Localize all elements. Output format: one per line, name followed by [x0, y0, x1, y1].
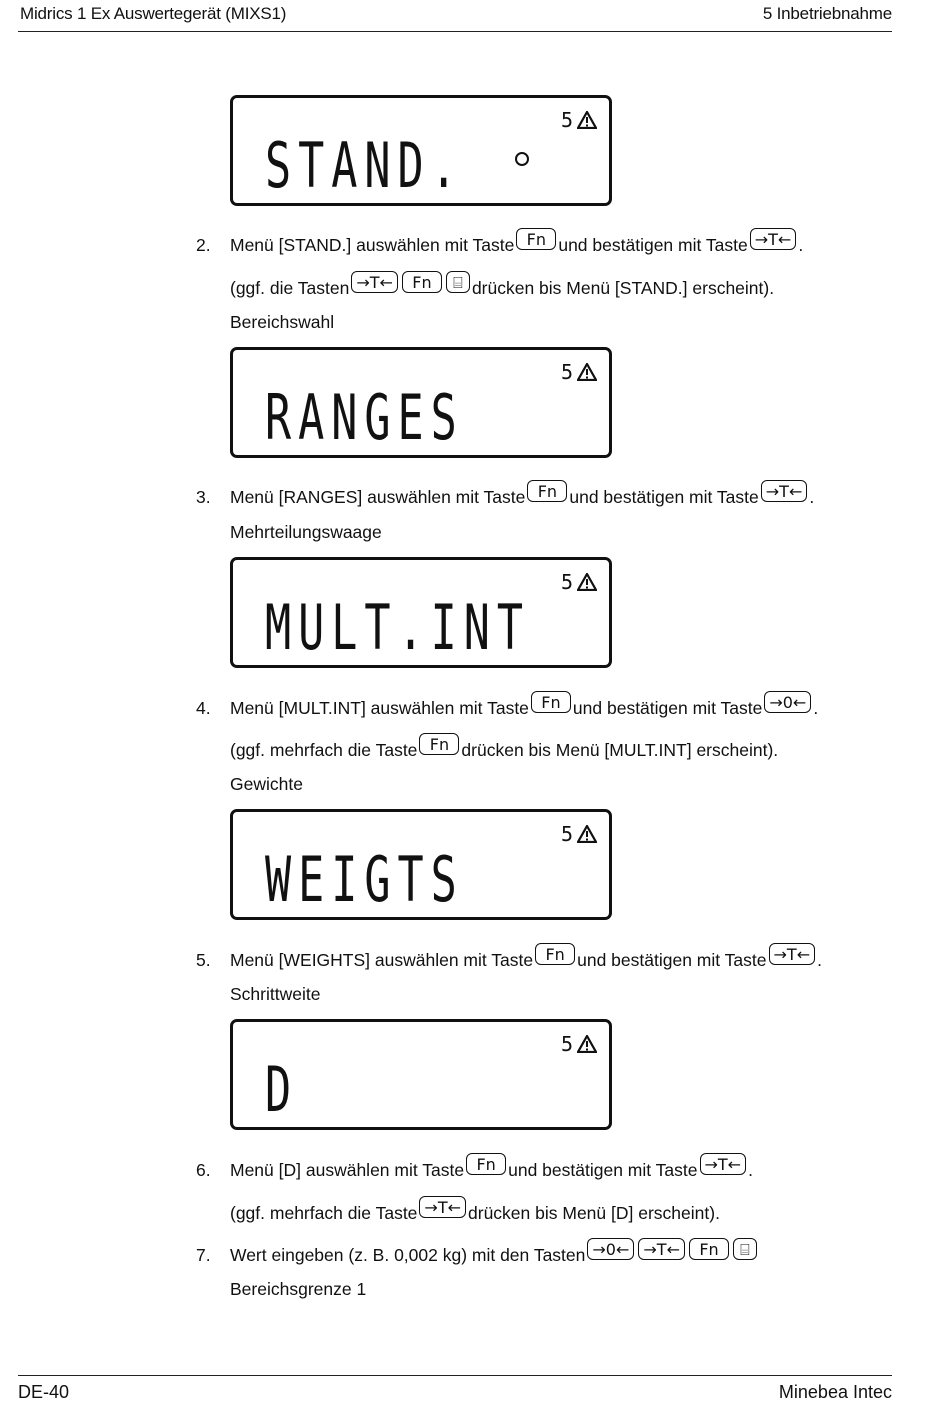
print-key-icon: ⌸ — [446, 271, 470, 293]
subheading-bereichswahl: Bereichswahl — [230, 312, 335, 332]
tare-key-icon: →T← — [351, 271, 398, 293]
lcd-indicator — [561, 570, 597, 594]
note-text: (ggf. die Tasten — [230, 277, 350, 298]
tare-key-icon: →T← — [761, 480, 808, 502]
step-text: Menü [MULT.INT] auswählen mit Taste — [230, 697, 529, 718]
fn-key-icon: Fn — [466, 1153, 506, 1175]
step-number: 6. — [196, 1159, 211, 1180]
step-text: . — [798, 234, 804, 255]
step-text: . — [817, 949, 822, 970]
lcd-indicator — [561, 1032, 597, 1056]
lcd-indicator-number: 5 — [560, 1032, 573, 1056]
warning-triangle-icon — [577, 573, 597, 591]
step-text: Menü [RANGES] auswählen mit Taste — [230, 486, 526, 507]
step-text: und bestätigen mit Taste — [577, 949, 767, 970]
fn-key-icon: Fn — [402, 271, 442, 293]
lcd-display-ranges — [230, 347, 612, 458]
step-number: 4. — [196, 697, 211, 718]
header-title: Midrics 1 Ex Auswertegerät (MIXS1) — [20, 4, 287, 23]
step-text: . — [748, 1159, 753, 1180]
step-text: Menü [D] auswählen mit Taste — [230, 1159, 465, 1180]
step-text: . — [809, 486, 815, 507]
step-text: . — [813, 697, 819, 718]
stability-dot-icon — [515, 152, 529, 166]
step-number: 3. — [196, 486, 211, 507]
lcd-display-d — [230, 1019, 612, 1130]
tare-key-icon: →T← — [419, 1196, 466, 1218]
tare-key-icon: →T← — [638, 1238, 685, 1260]
fn-key-icon: Fn — [527, 480, 567, 502]
step-3 — [196, 482, 815, 508]
step-7 — [196, 1240, 759, 1266]
tare-key-icon: →T← — [769, 943, 816, 965]
zero-key-icon: →0← — [764, 691, 811, 713]
fn-key-icon: Fn — [516, 228, 556, 250]
subheading-bereichsgrenze-1: Bereichsgrenze 1 — [230, 1279, 367, 1299]
lcd-display-stand — [230, 95, 612, 206]
step-text: und bestätigen mit Taste — [572, 697, 763, 718]
lcd-text: RANGES — [265, 381, 464, 454]
fn-key-icon: Fn — [535, 943, 575, 965]
step-6 — [196, 1155, 753, 1181]
header-section: 5 Inbetriebnahme — [762, 4, 892, 23]
tare-key-icon: →T← — [700, 1153, 747, 1175]
fn-key-icon: Fn — [689, 1238, 729, 1260]
lcd-text: MULT.INT — [265, 591, 531, 664]
page-number: DE-40 — [18, 1382, 70, 1402]
step-text: Wert eingeben (z. B. 0,002 kg) mit den Tasten — [230, 1244, 586, 1265]
step-number: 5. — [196, 949, 211, 970]
print-key-icon: ⌸ — [733, 1238, 757, 1260]
note-text: (ggf. mehrfach die Taste — [230, 1202, 418, 1223]
lcd-text: WEIGTS — [265, 843, 464, 916]
lcd-indicator — [561, 822, 597, 846]
fn-key-icon: Fn — [531, 691, 571, 713]
lcd-text: STAND. — [265, 129, 464, 202]
step-text: Menü [WEIGHTS] auswählen mit Taste — [230, 949, 534, 970]
note-text: drücken bis Menü [MULT.INT] erscheint). — [461, 739, 779, 760]
lcd-indicator — [561, 108, 597, 132]
step-6-note — [230, 1198, 720, 1224]
note-text: drücken bis Menü [D] erscheint). — [468, 1202, 720, 1223]
step-text: Menü [STAND.] auswählen mit Taste — [230, 234, 515, 255]
tare-key-icon: →T← — [750, 228, 797, 250]
step-text: und bestätigen mit Taste — [508, 1159, 698, 1180]
step-2 — [196, 230, 804, 256]
lcd-display-multint — [230, 557, 612, 668]
subheading-gewichte: Gewichte — [230, 774, 303, 794]
step-text: und bestätigen mit Taste — [558, 234, 748, 255]
header-rule — [18, 31, 892, 32]
footer-brand: Minebea Intec — [778, 1382, 892, 1402]
fn-key-icon: Fn — [419, 733, 459, 755]
lcd-indicator-number: 5 — [560, 360, 573, 384]
zero-key-icon: →0← — [587, 1238, 634, 1260]
lcd-display-weigts — [230, 809, 612, 920]
lcd-text: D — [265, 1053, 299, 1126]
lcd-indicator — [561, 360, 597, 384]
footer-rule — [18, 1375, 892, 1376]
note-text: (ggf. mehrfach die Taste — [230, 739, 418, 760]
note-text: drücken bis Menü [STAND.] erscheint). — [471, 277, 775, 298]
step-text: und bestätigen mit Taste — [569, 486, 759, 507]
lcd-indicator-number: 5 — [560, 108, 573, 132]
subheading-schrittweite: Schrittweite — [230, 984, 321, 1004]
step-number: 7. — [196, 1244, 211, 1265]
warning-triangle-icon — [577, 111, 597, 129]
warning-triangle-icon — [577, 1035, 597, 1053]
step-number: 2. — [196, 234, 211, 255]
lcd-indicator-number: 5 — [560, 822, 573, 846]
step-5 — [196, 945, 822, 971]
lcd-indicator-number: 5 — [560, 570, 573, 594]
warning-triangle-icon — [577, 363, 597, 381]
step-4-note — [230, 735, 779, 761]
step-4 — [196, 693, 819, 719]
subheading-mehrteilungswaage: Mehrteilungswaage — [230, 522, 382, 542]
warning-triangle-icon — [577, 825, 597, 843]
step-2-note — [230, 273, 775, 299]
